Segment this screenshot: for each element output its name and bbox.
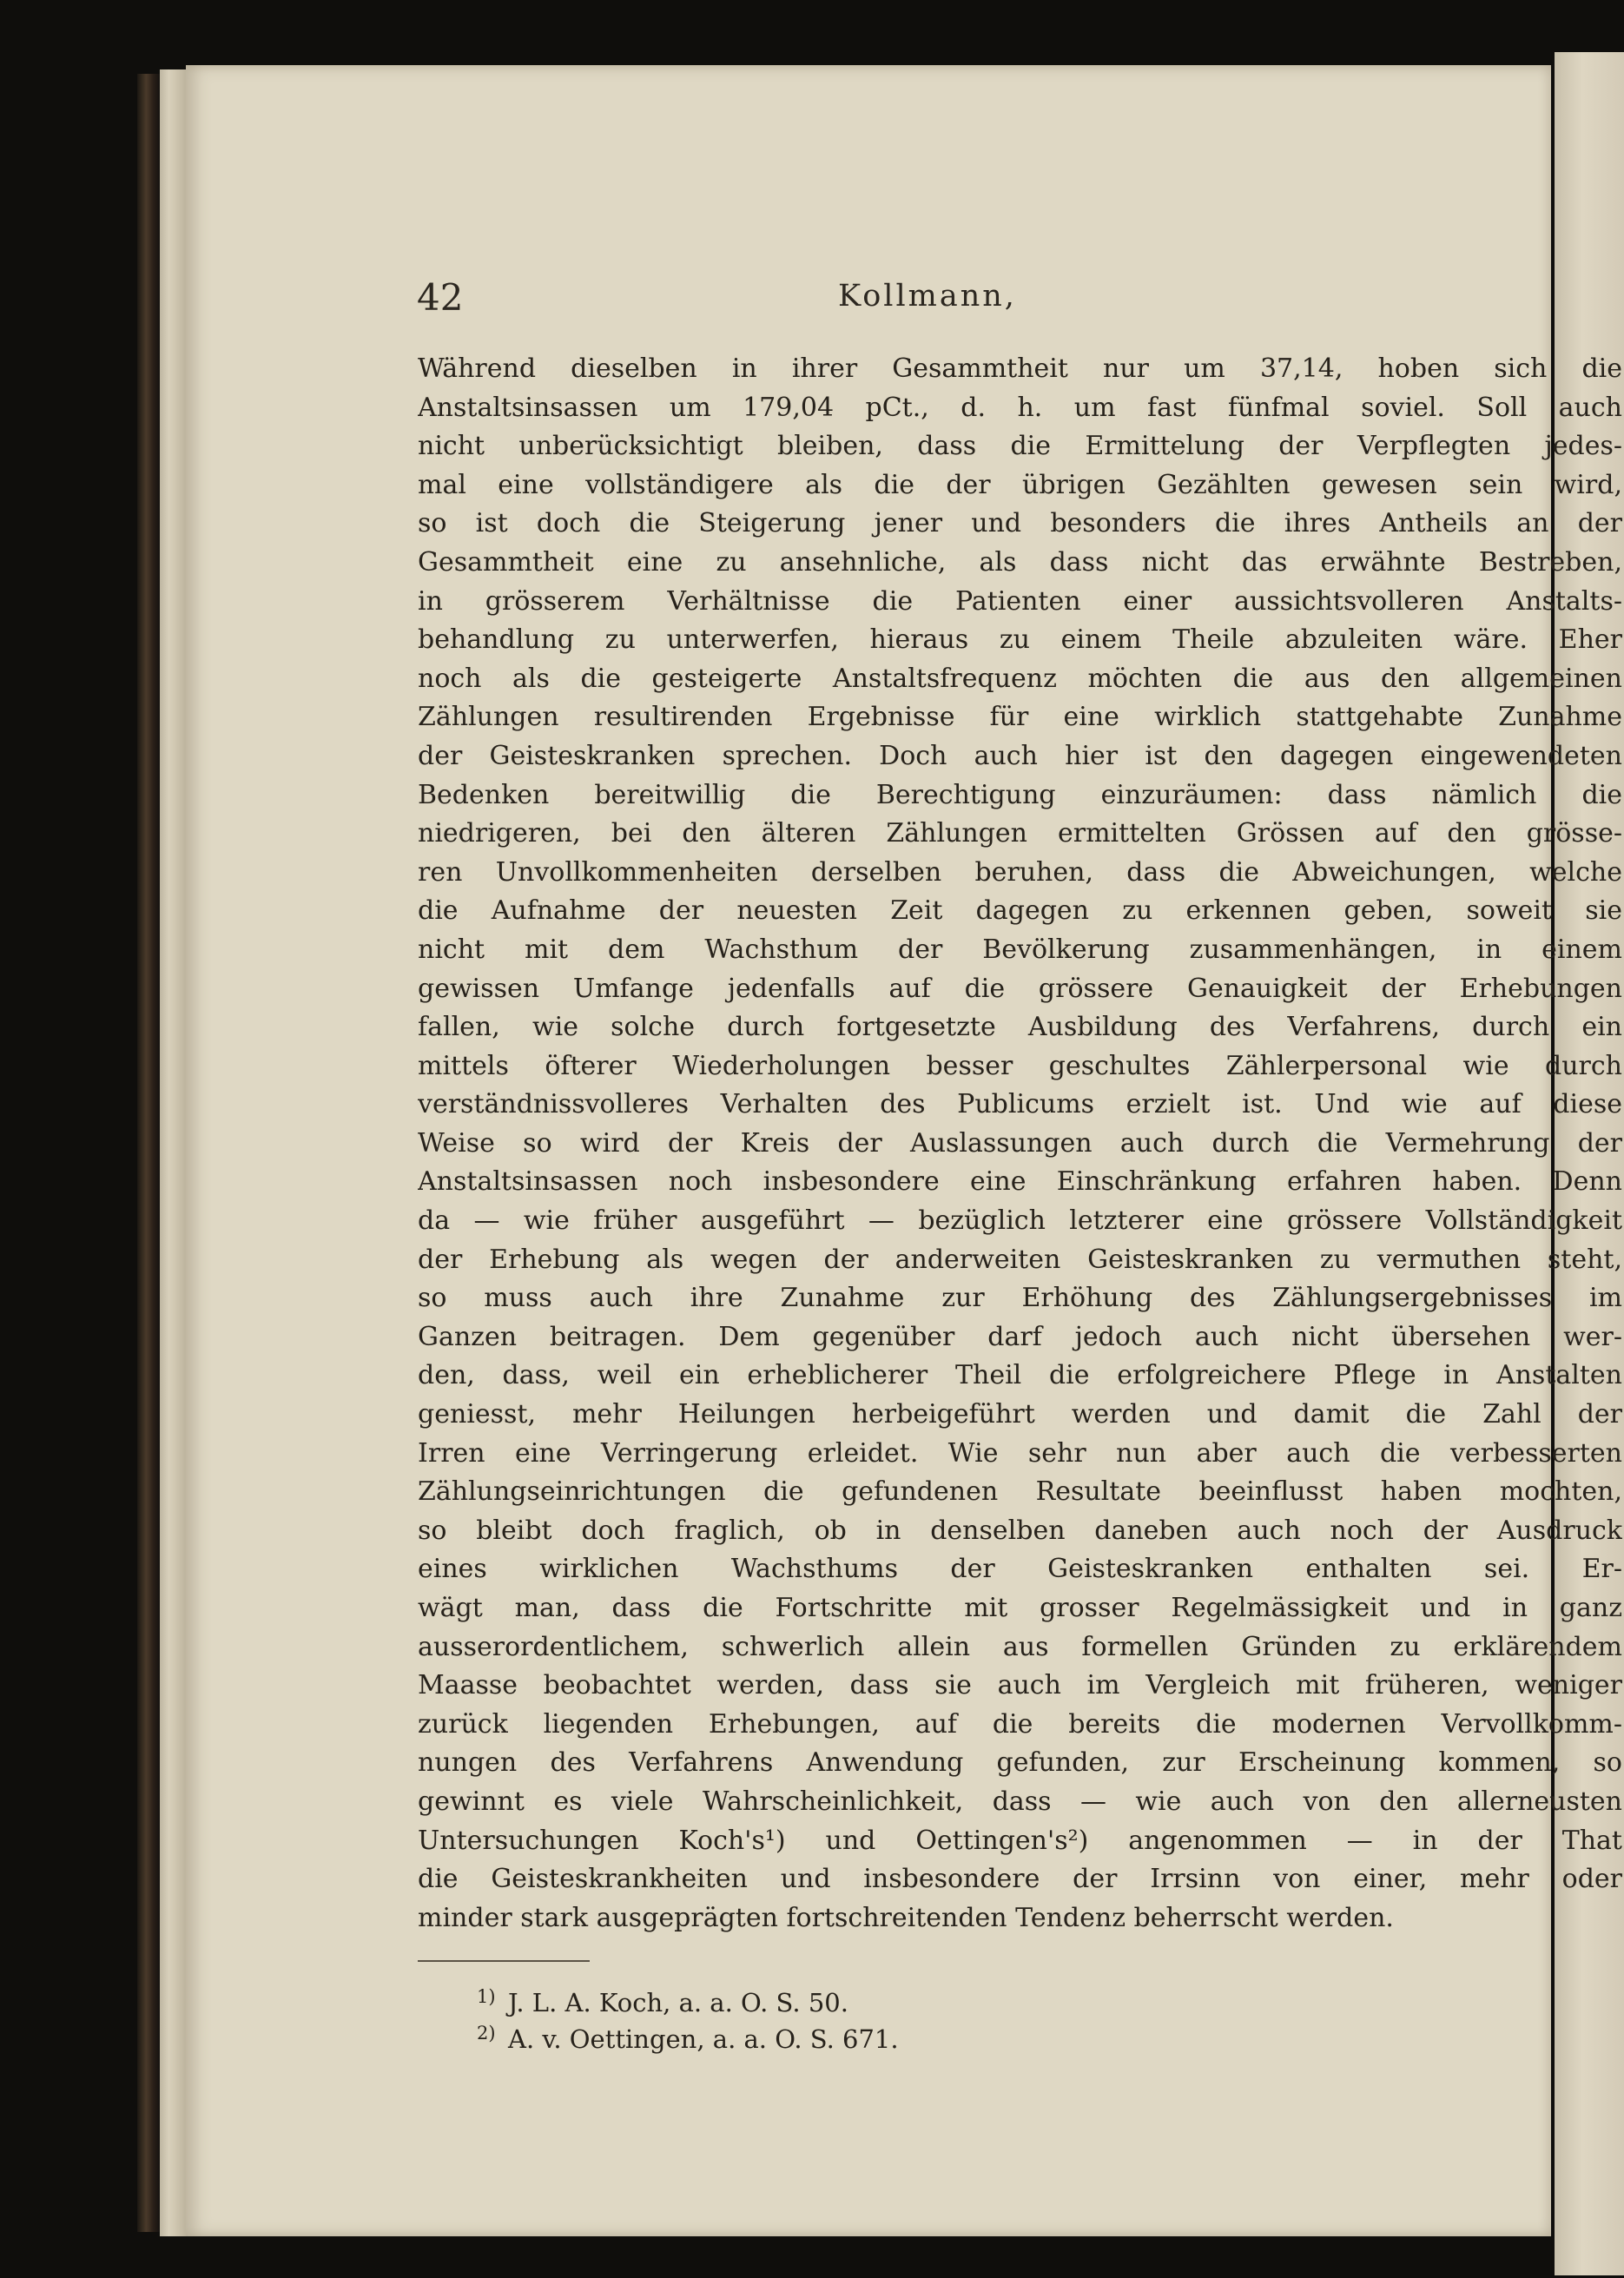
text-line: so ist doch die Steigerung jener und besonders die ihres Antheils an der bbox=[418, 508, 1622, 539]
footnote-text: J. L. A. Koch, a. a. O. S. 50. bbox=[508, 1988, 848, 2017]
text-line: der Erhebung als wegen der anderweiten Geisteskranken zu vermuthen steht, bbox=[418, 1244, 1622, 1275]
running-head: Kollmann, bbox=[838, 279, 1017, 314]
text-line: ausserordentlichem, schwerlich allein aus formellen Gründen zu erklärendem bbox=[418, 1631, 1622, 1662]
footnote-text: A. v. Oettingen, a. a. O. S. 671. bbox=[508, 2024, 899, 2054]
text-line: noch als die gesteigerte Anstaltsfrequenz möchten die aus den allgemeinen bbox=[418, 663, 1622, 694]
text-line: verständnissvolleres Verhalten des Publicums erzielt ist. Und wie auf diese bbox=[418, 1089, 1622, 1120]
text-line: die Geisteskrankheiten und insbesondere der Irrsinn von einer, mehr oder bbox=[418, 1864, 1622, 1895]
text-line: behandlung zu unterwerfen, hieraus zu einem Theile abzuleiten wäre. Eher bbox=[418, 624, 1622, 656]
text-line: Anstaltsinsassen um 179,04 pCt., d. h. um fast fünfmal soviel. Soll auch bbox=[418, 392, 1622, 423]
text-line: Ganzen beitragen. Dem gegenüber darf jedoch auch nicht übersehen wer- bbox=[418, 1321, 1622, 1352]
text-line: Zählungseinrichtungen die gefundenen Resultate beeinflusst haben mochten, bbox=[418, 1476, 1622, 1508]
body-text bbox=[418, 350, 1622, 1938]
text-line: so muss auch ihre Zunahme zur Erhöhung des Zählungsergebnisses im bbox=[418, 1283, 1622, 1314]
text-line: Weise so wird der Kreis der Auslassungen auch durch die Vermehrung der bbox=[418, 1127, 1622, 1159]
text-line: geniesst, mehr Heilungen herbeigeführt werden und damit die Zahl der bbox=[418, 1399, 1622, 1430]
text-line: Irren eine Verringerung erleidet. Wie sehr nun aber auch die verbesserten bbox=[418, 1437, 1622, 1469]
text-line: so bleibt doch fraglich, ob in denselben daneben auch noch der Ausdruck bbox=[418, 1515, 1622, 1546]
text-line: Untersuchungen Koch's¹) und Oettingen's²) angenommen — in der That bbox=[418, 1825, 1622, 1856]
text-line: Anstaltsinsassen noch insbesondere eine Einschränkung erfahren haben. Denn bbox=[418, 1166, 1622, 1198]
text-line: in grösserem Verhältnisse die Patienten einer aussichtsvolleren Anstalts- bbox=[418, 585, 1622, 617]
text-line: zurück liegenden Erhebungen, auf die bereits die modernen Vervollkomm- bbox=[418, 1708, 1622, 1740]
text-line: mal eine vollständigere als die der übrigen Gezählten gewesen sein wird, bbox=[418, 469, 1622, 500]
text-line: wägt man, dass die Fortschritte mit grosser Regelmässigkeit und in ganz bbox=[418, 1593, 1622, 1623]
page-number: 42 bbox=[417, 276, 464, 319]
text-line: Während dieselben in ihrer Gesammtheit nur um 37,14, hoben sich die bbox=[418, 353, 1622, 384]
text-line-last: minder stark ausgeprägten fortschreitenden Tendenz beherrscht werden. bbox=[418, 1902, 1394, 1933]
text-line: nicht unberücksichtigt bleiben, dass die Ermittelung der Verpflegten jedes- bbox=[418, 431, 1622, 462]
text-line: gewissen Umfange jedenfalls auf die grössere Genauigkeit der Erhebungen bbox=[418, 973, 1622, 1004]
text-line: ren Unvollkommenheiten derselben beruhen, dass die Abweichungen, welche bbox=[418, 856, 1622, 888]
page-edge-stack bbox=[160, 69, 186, 2236]
book-page bbox=[186, 65, 1622, 2236]
book-spine bbox=[137, 74, 160, 2232]
text-line: Maasse beobachtet werden, dass sie auch im Vergleich mit früheren, weniger bbox=[418, 1670, 1622, 1701]
footnote-marker: 2) bbox=[477, 2023, 496, 2044]
text-line: mittels öfterer Wiederholungen besser geschultes Zählerpersonal wie durch bbox=[418, 1050, 1622, 1081]
text-line: nungen des Verfahrens Anwendung gefunden, zur Erscheinung kommen, so bbox=[418, 1747, 1622, 1779]
text-line: der Geisteskranken sprechen. Doch auch hier ist den dagegen eingewendeten bbox=[418, 740, 1622, 771]
text-line: fallen, wie solche durch fortgesetzte Ausbildung des Verfahrens, durch ein bbox=[418, 1012, 1622, 1043]
text-line: Gesammtheit eine zu ansehnliche, als dass nicht das erwähnte Bestreben, bbox=[418, 546, 1622, 578]
footnotes bbox=[477, 1978, 1258, 2054]
text-line: eines wirklichen Wachsthums der Geisteskranken enthalten sei. Er- bbox=[418, 1554, 1622, 1585]
text-line: den, dass, weil ein erheblicherer Theil die erfolgreichere Pflege in Anstalten bbox=[418, 1360, 1622, 1391]
text-line: niedrigeren, bei den älteren Zählungen ermittelten Grössen auf den grösse- bbox=[418, 818, 1622, 849]
footnote-divider bbox=[418, 1960, 590, 1962]
text-line: die Aufnahme der neuesten Zeit dagegen zu erkennen geben, soweit sie bbox=[418, 895, 1622, 927]
text-line: Bedenken bereitwillig die Berechtigung einzuräumen: dass nämlich die bbox=[418, 779, 1622, 810]
footnote-item bbox=[477, 1978, 1258, 2015]
text-line: da — wie früher ausgeführt — bezüglich letzterer eine grössere Vollständigkeit bbox=[418, 1205, 1622, 1237]
text-line: Zählungen resultirenden Ergebnisse für eine wirklich stattgehabte Zunahme bbox=[418, 702, 1622, 733]
page-header bbox=[186, 211, 1551, 319]
footnote-marker: 1) bbox=[477, 1986, 496, 2007]
footnote-item bbox=[477, 2015, 1258, 2054]
text-line: nicht mit dem Wachsthum der Bevölkerung zusammenhängen, in einem bbox=[418, 934, 1622, 965]
text-line: gewinnt es viele Wahrscheinlichkeit, dass — wie auch von den allerneusten bbox=[418, 1786, 1622, 1817]
